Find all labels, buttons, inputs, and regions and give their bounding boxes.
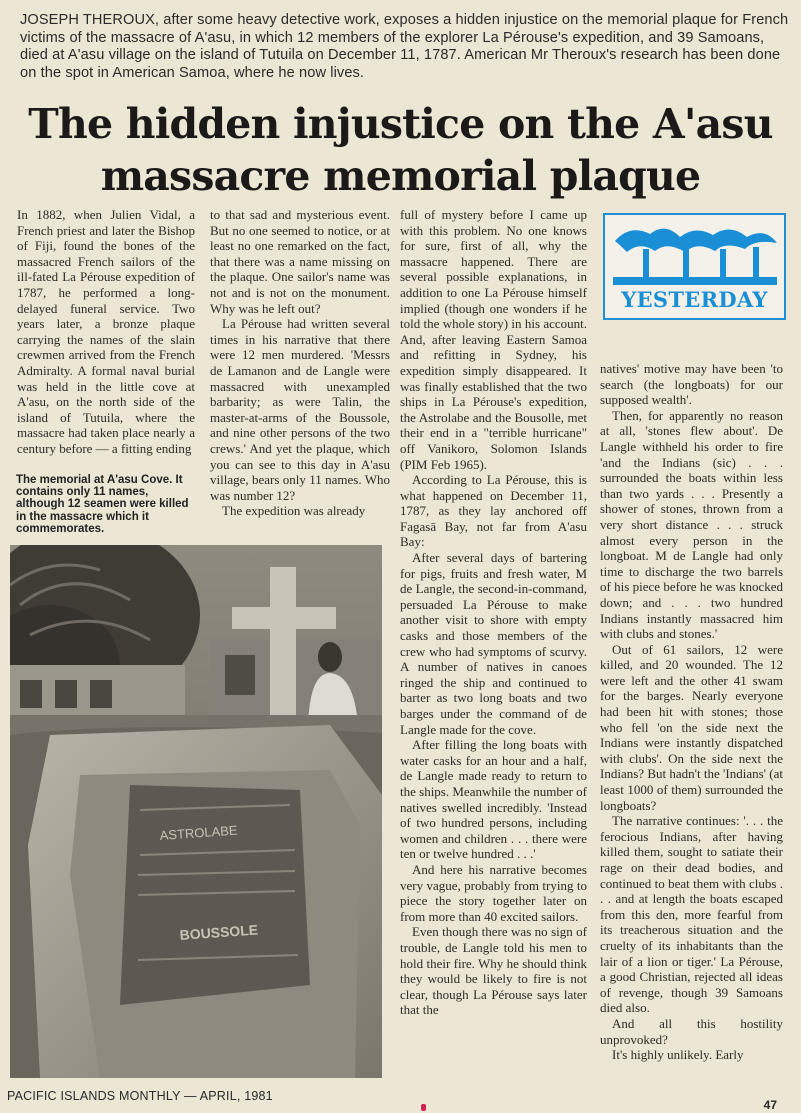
page-number: 47 bbox=[763, 1098, 777, 1112]
col4-paragraph: And all this hostility unprovoked? bbox=[600, 1015, 783, 1047]
article-column-1 bbox=[17, 207, 195, 457]
intro-paragraph: JOSEPH THEROUX, after some heavy detective work, exposes a hidden injustice on the memorial plaque for French victims of the massacre of A'asu, in which 12 members of the explorer La Pérouse's expedition, and 39 Samoans, died at A'asu village on the island of Tutuila on December 11, 1787. American Mr Theroux's research has been done on the spot in American Samoa, where he now lives. bbox=[20, 12, 789, 81]
col2-paragraph: The expedition was already bbox=[222, 503, 366, 519]
col3-paragraph: According to La Pérouse, this is what happened on December 11, 1787, as they lay anchored off Fagasā Bay, not far from A'asu Bay: bbox=[400, 472, 587, 550]
headline-line-1: The hidden injustice on the A'asu bbox=[28, 100, 773, 148]
col4-paragraph: natives' motive may have been 'to search (the longboats) for our supposed wealth'. bbox=[600, 361, 783, 408]
col2-paragraph: to that sad and mysterious event. But no one seemed to notice, or at least no one remarked on the fact, that there was a name missing on the plaque. One sailor's name was not and is not on the monument. Why was he left out? bbox=[210, 207, 390, 316]
palm-trees-icon bbox=[605, 219, 784, 289]
col3-paragraph: full of mystery before I came up with this problem. No one knows for sure, first of all, why the massacre happened. There are several possible explanations, in addition to one La Pérouse himself implied (though one wonders if he told the whole story) in his account. And, after leaving Eastern Samoa and refitting in Sydney, his expedition simply disappeared. It was finally established that the two ships in La Pérouse's expedition, the Astrolabe and the Bousolle, met their end in a "terrible hurricane" off Vanikoro, Solomon Islands (PIM Feb 1965). bbox=[400, 207, 587, 472]
yesterday-logo bbox=[603, 213, 786, 320]
article-column-4 bbox=[600, 361, 783, 1063]
col3-paragraph: Even though there was no sign of trouble, de Langle told his men to hold their fire. Why he should think they would be likely to fire is not clear, though La Pérouse says later that the bbox=[400, 924, 587, 1018]
article-column-2 bbox=[210, 207, 390, 519]
col4-paragraph: It's highly unlikely. Early bbox=[612, 1047, 744, 1063]
col1-paragraph: In 1882, when Julien Vidal, a French priest and later the Bishop of Fiji, found the bones of the massacred French sailors of the ill-fated La Pérouse expedition of 1787, he performed a long-delayed funeral service. Two years later, a bronze plaque carrying the names of the slain crewmen arrived from the French Admiralty. A formal naval burial was held in the little cove at A'asu, on the north side of the island of Tutuila, where the massacre had taken place nearly a century before — a fitting ending bbox=[17, 207, 195, 456]
publication-footer: PACIFIC ISLANDS MONTHLY — APRIL, 1981 bbox=[7, 1089, 273, 1103]
col3-paragraph: After filling the long boats with water casks for an hour and a half, de Langle made ready to return to the ships. Meanwhile the number of natives swelled incredibly. 'Instead of two hundred persons, including women and children . . . there were ten or twelve hundred . . .' bbox=[400, 737, 588, 862]
headline-line-2: massacre memorial plaque bbox=[100, 152, 701, 200]
photo-caption: The memorial at A'asu Cove. It contains only 11 names, although 12 seamen were killed in the massacre which it commemorates. bbox=[16, 474, 189, 535]
memorial-photo bbox=[10, 545, 382, 1078]
page-title bbox=[0, 98, 801, 202]
col4-paragraph: Then, for apparently no reason at all, 'stones flew about'. De Langle withheld his order to fire 'and the Indians (sic) . . . surrounded the boats within less than two yards . . . Presently a shower of stones, thrown from a very short distance . . . struck almost every person in the longboat. M de Langle had only time to discharge the two barrels of his piece before he was knocked down; and . . . two hundred Indians instantly massacred him with clubs and stones.' bbox=[600, 407, 783, 642]
col3-paragraph: And here his narrative becomes very vague, probably from trying to piece the story together later on from more than 40 excited sailors. bbox=[400, 861, 587, 924]
plaque-text-astrolabe: ASTROLABE bbox=[159, 822, 239, 843]
logo-text: YESTERDAY bbox=[621, 287, 768, 312]
col3-paragraph: After several days of bartering for pigs, fruits and fresh water, M de Langle, the second-in-command, persuaded La Pérouse to make another visit to shore with empty casks and those members of the crew who had symptoms of scurvy. A number of natives in canoes ringed the ship and continued to barter as two long boats and two barges under the command of de Langle made for the cove. bbox=[400, 550, 587, 737]
decorative-dot bbox=[421, 1104, 426, 1111]
memorial-photo-image bbox=[10, 545, 382, 1078]
article-column-3 bbox=[400, 207, 587, 1018]
col2-paragraph: La Pérouse had written several times in his narrative that there were 12 men murdered. 'Messrs de Lamanon and de Langle were massacred with unexampled barbarity; as were Talin, the master-at-arms of the Boussole, and nine other persons of the two crews.' And yet the plaque, which you can see to this day in A'asu village, bears only 11 names. Who was number 12? bbox=[210, 316, 390, 503]
col4-paragraph: Out of 61 sailors, 12 were killed, and 20 wounded. The 12 were left and the other 41 swam for the barges. Nearly everyone had been hit with stones; those who fell 'on the side next the Indians were instantly dispatched with clubs'. On the side next the Indians? But hadn't the 'Indians' (at least 1000 of them) surrounded the longboats? bbox=[600, 641, 783, 813]
col4-paragraph: The narrative continues: '. . . the ferocious Indians, after having killed them, sought to satiate their rage on their dead bodies, and continued to beat them with clubs . . . and at length the boats escaped from this den, more fearful from its treacherous situation and the cruelty of its inhabitants than the lair of a lion or tiger.' La Pérouse, a good Christian, rejected all ideas of revenge, though 39 Samoans died also. bbox=[600, 813, 783, 1016]
plaque-text-boussole: BOUSSOLE bbox=[179, 921, 259, 943]
